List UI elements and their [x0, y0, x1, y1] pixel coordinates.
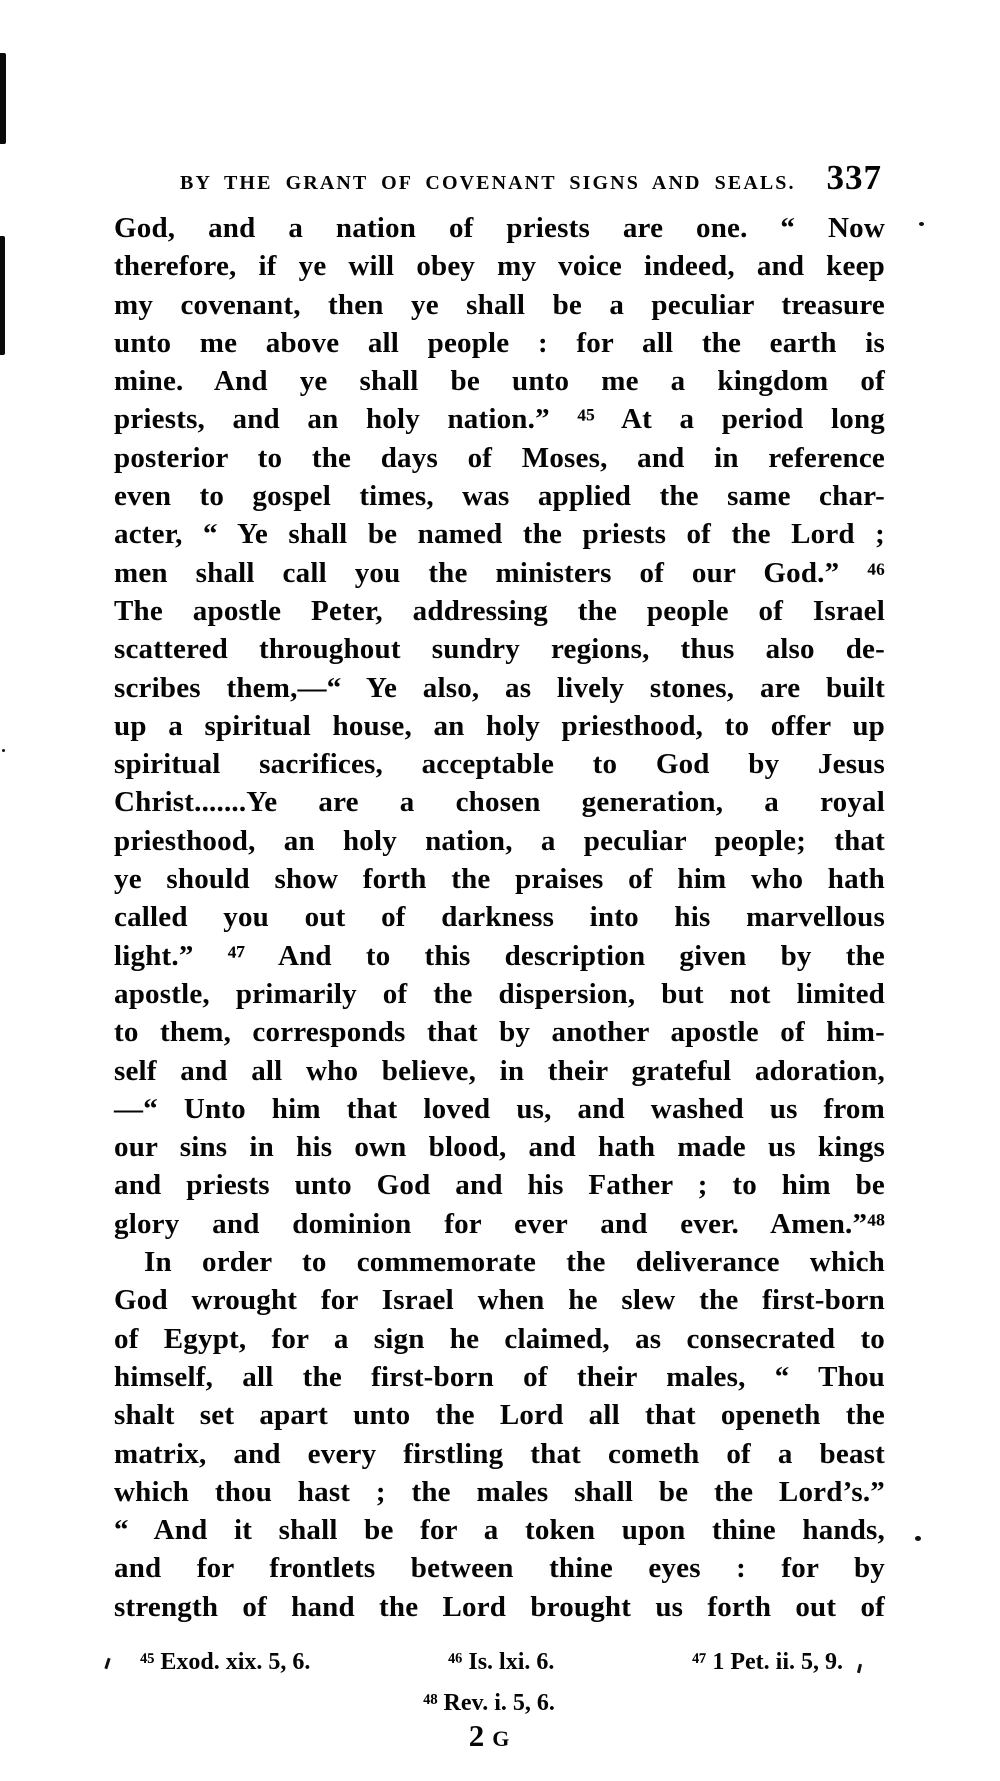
text-line: scattered throughout sundry regions, thus also de- — [114, 633, 885, 666]
footnote-entry: ⁴⁵ Exod. xix. 5, 6. — [140, 1649, 311, 1675]
scan-speck — [915, 1536, 921, 1541]
signature-mark — [0, 1718, 978, 1754]
text-line: even to gospel times, was applied the same char- — [114, 480, 885, 513]
text-line: men shall call you the ministers of our God.” ⁴⁶ — [114, 556, 885, 589]
text-line: In order to commemorate the deliverance which — [144, 1246, 885, 1279]
text-line: himself, all the first-born of their males, “ Thou — [114, 1360, 885, 1393]
text-line: called you out of darkness into his marvellous — [114, 901, 885, 934]
text-line: self and all who believe, in their grateful adoration, — [114, 1054, 885, 1087]
text-line: God, and a nation of priests are one. “ Now — [114, 212, 885, 244]
footnote-entry-rev: ⁴⁸ Rev. i. 5, 6. — [423, 1690, 555, 1716]
text-line: The apostle Peter, addressing the people of Israel — [114, 594, 885, 627]
scan-artifact-left-bar-top — [0, 53, 6, 144]
text-line: “ And it shall be for a token upon thine hands, — [114, 1514, 885, 1547]
scan-tick-mark — [104, 1658, 110, 1669]
text-line: Christ.......Ye are a chosen generation, a royal — [114, 786, 885, 819]
text-line: God wrought for Israel when he slew the first-born — [114, 1284, 885, 1317]
text-line: apostle, primarily of the dispersion, but not limited — [114, 977, 885, 1010]
footnote-entry: ⁴⁶ Is. lxi. 6. — [447, 1649, 555, 1675]
text-line: posterior to the days of Moses, and in reference — [114, 441, 885, 474]
scan-artifact-left-bar-lower — [0, 236, 5, 355]
signature-letter: G — [492, 1726, 510, 1751]
footnotes-row — [140, 1649, 843, 1676]
text-line: mine. And ye shall be unto me a kingdom of — [114, 365, 885, 398]
text-line: ye should show forth the praises of him who hath — [114, 863, 885, 896]
running-head — [180, 158, 882, 198]
scan-speck — [2, 749, 5, 752]
text-line: —“ Unto him that loved us, and washed us from — [114, 1092, 885, 1125]
text-line: light.” ⁴⁷ And to this description given by the — [114, 939, 885, 972]
footnote-entry: ⁴⁷ 1 Pet. ii. 5, 9. — [691, 1649, 843, 1675]
text-line: and priests unto God and his Father ; to him be — [114, 1169, 885, 1202]
page-number: 337 — [826, 158, 882, 197]
text-line: matrix, and every firstling that cometh of a beast — [114, 1437, 885, 1470]
text-line: up a spiritual house, an holy priesthood, to offer up — [114, 709, 885, 742]
scan-tick-mark — [857, 1664, 862, 1673]
body-text-block — [114, 209, 885, 1626]
text-line: my covenant, then ye shall be a peculiar treasure — [114, 288, 885, 321]
text-line: priests, and an holy nation.” ⁴⁵ At a period long — [114, 403, 885, 436]
running-title: BY THE GRANT OF COVENANT SIGNS AND SEALS. — [180, 172, 796, 194]
text-line: glory and dominion for ever and ever. Amen.”⁴⁸ — [114, 1207, 885, 1240]
text-line: acter, “ Ye shall be named the priests of the Lord ; — [114, 518, 885, 551]
text-line: to them, corresponds that by another apostle of him- — [114, 1016, 885, 1049]
scan-speck — [919, 222, 924, 226]
signature-number: 2 — [468, 1718, 485, 1753]
text-line: and for frontlets between thine eyes : for by — [114, 1552, 885, 1585]
text-line: of Egypt, for a sign he claimed, as consecrated to — [114, 1322, 885, 1355]
text-line: shalt set apart unto the Lord all that openeth the — [114, 1399, 885, 1432]
text-line: spiritual sacrifices, acceptable to God by Jesus — [114, 748, 885, 781]
text-line: priesthood, an holy nation, a peculiar people; that — [114, 824, 885, 857]
text-line: unto me above all people : for all the earth is — [114, 326, 885, 359]
text-line: therefore, if ye will obey my voice indeed, and keep — [114, 250, 885, 283]
text-line: strength of hand the Lord brought us forth out of — [114, 1590, 885, 1623]
text-line: our sins in his own blood, and hath made us kings — [114, 1131, 885, 1164]
text-line: scribes them,—“ Ye also, as lively stones, are built — [114, 671, 885, 704]
text-line: which thou hast ; the males shall be the Lord’s.” — [114, 1475, 885, 1508]
